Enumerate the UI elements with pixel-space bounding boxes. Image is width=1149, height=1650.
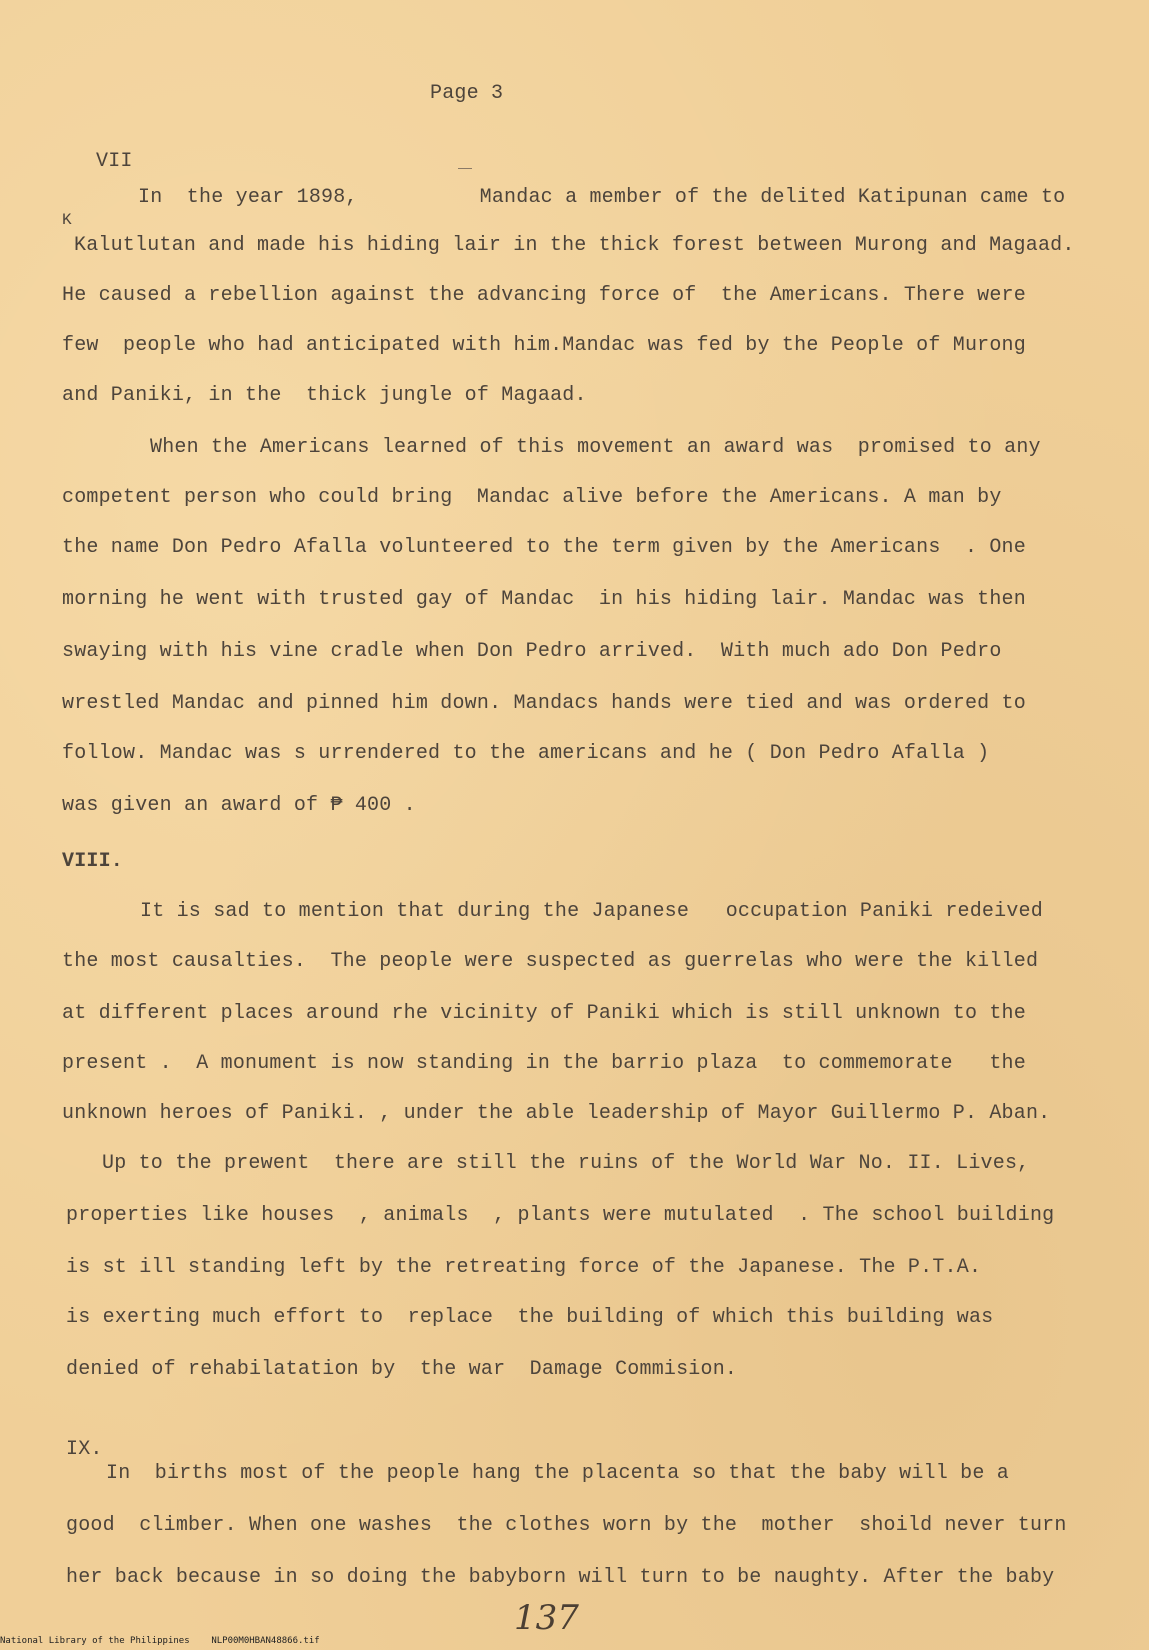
text-line: few people who had anticipated with him.Mandac was fed by the People of Murong	[62, 334, 1026, 357]
text-line: and Paniki, in the thick jungle of Magaad.	[62, 384, 587, 407]
text-line: competent person who could bring Mandac alive before the Americans. A man by	[62, 486, 1002, 509]
text-line: Kalutlutan and made his hiding lair in the thick forest between Murong and Magaad.	[74, 234, 1075, 257]
text-line: denied of rehabilatation by the war Damage Commision.	[66, 1358, 738, 1381]
text-line: was given an award of ₱ 400 .	[62, 794, 416, 817]
text-line: He caused a rebellion against the advancing force of the Americans. There were	[62, 284, 1026, 307]
text-line: is exerting much effort to replace the building of which this building was	[66, 1306, 994, 1329]
text-line: When the Americans learned of this movement an award was promised to any	[150, 436, 1041, 459]
handwritten-folio-number: 137	[514, 1598, 579, 1638]
text-line: In the year 1898, Mandac a member of the delited Katipunan came to	[138, 186, 1066, 209]
divider	[458, 168, 472, 169]
text-line: follow. Mandac was s urrendered to the americans and he ( Don Pedro Afalla )	[62, 742, 990, 765]
text-line: her back because in so doing the babyborn will turn to be naughty. After the baby	[66, 1566, 1055, 1589]
page-header: Page 3	[430, 82, 504, 105]
text-line: K	[62, 211, 72, 229]
text-line: the name Don Pedro Afalla volunteered to the term given by the Americans . One	[62, 536, 1026, 559]
text-line: Up to the prewent there are still the ruins of the World War No. II. Lives,	[102, 1152, 1030, 1175]
section-numeral: VIII.	[62, 850, 124, 873]
text-line: at different places around rhe vicinity of Paniki which is still unknown to the	[62, 1002, 1026, 1025]
text-line: the most causalties. The people were suspected as guerrelas who were the killed	[62, 950, 1039, 973]
text-line: wrestled Mandac and pinned him down. Mandacs hands were tied and was ordered to	[62, 692, 1026, 715]
text-line: good climber. When one washes the clothes worn by the mother shoild never turn	[66, 1514, 1067, 1537]
text-line: is st ill standing left by the retreating force of the Japanese. The P.T.A.	[66, 1256, 982, 1279]
text-line: properties like houses , animals , plants were mutulated . The school building	[66, 1204, 1055, 1227]
section-numeral: IX.	[66, 1438, 103, 1461]
archive-footer: National Library of the Philippines NLP00M0HBAN48866.tif	[0, 1636, 320, 1646]
text-line: unknown heroes of Paniki. , under the able leadership of Mayor Guillermo P. Aban.	[62, 1102, 1051, 1125]
text-line: In births most of the people hang the placenta so that the baby will be a	[106, 1462, 1009, 1485]
text-line: morning he went with trusted gay of Mandac in his hiding lair. Mandac was then	[62, 588, 1026, 611]
text-line: It is sad to mention that during the Japanese occupation Paniki redeived	[140, 900, 1043, 923]
section-numeral: VII	[96, 150, 133, 173]
text-line: present . A monument is now standing in the barrio plaza to commemorate the	[62, 1052, 1026, 1075]
text-line: swaying with his vine cradle when Don Pedro arrived. With much ado Don Pedro	[62, 640, 1002, 663]
